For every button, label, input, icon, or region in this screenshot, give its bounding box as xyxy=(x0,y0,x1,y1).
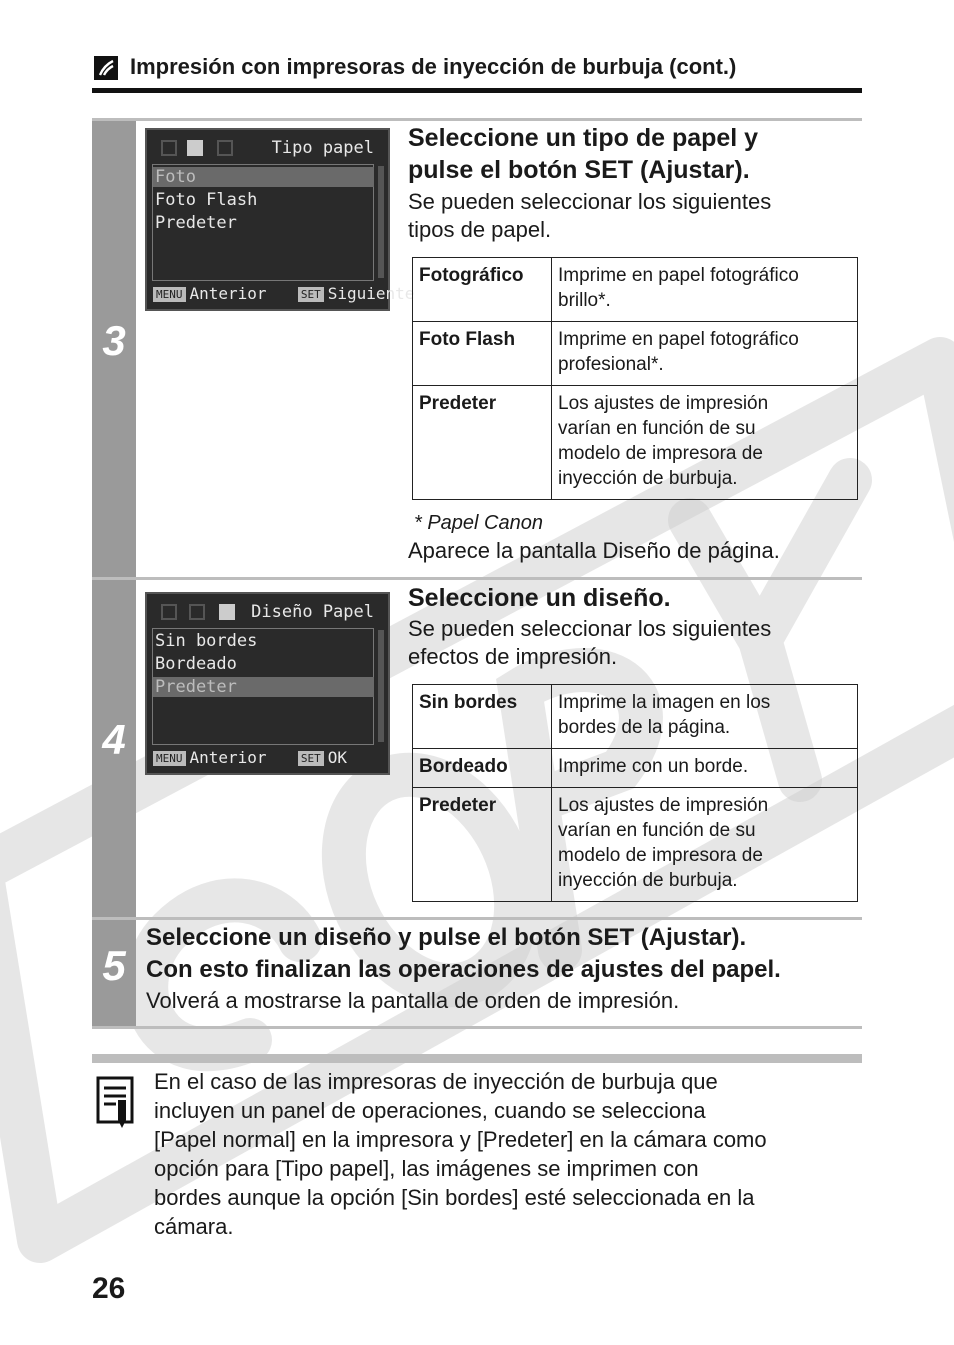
menu-item[interactable]: Predeter xyxy=(155,213,237,233)
menu-button-icon: MENU xyxy=(153,287,186,302)
option-name: Predeter xyxy=(413,788,552,902)
menu-item[interactable]: Sin bordes xyxy=(155,631,258,651)
section-header xyxy=(92,52,862,93)
option-description: Imprime con un borde. xyxy=(552,749,858,788)
note-line: bordes aunque la opción [Sin bordes] esté seleccionada en la xyxy=(154,1185,755,1210)
scrollbar xyxy=(378,166,384,278)
ok-label: OK xyxy=(327,748,347,767)
note-icon xyxy=(96,1076,136,1130)
note-line: [Papel normal] en la impresora y [Predeter] en la cámara como xyxy=(154,1127,767,1152)
camera-screen-layout xyxy=(145,592,390,775)
title-line: Seleccione un diseño y pulse el botón SET (Ajustar). xyxy=(146,924,747,951)
note-line: opción para [Tipo papel], las imágenes se imprimen con xyxy=(154,1156,699,1181)
menu-item-selected[interactable]: Predeter xyxy=(153,677,374,697)
step-divider xyxy=(92,1026,862,1029)
note-line: incluyen un panel de operaciones, cuando se selecciona xyxy=(154,1098,706,1123)
tab-icon xyxy=(161,604,177,620)
option-name: Foto Flash xyxy=(413,322,552,386)
paper-type-table xyxy=(412,257,858,500)
option-description: Imprime la imagen en los bordes de la página. xyxy=(552,685,858,749)
option-name: Predeter xyxy=(413,386,552,500)
note-bar xyxy=(92,1054,862,1063)
body-line: Se pueden seleccionar los siguientes xyxy=(408,189,772,214)
step-number: 3 xyxy=(102,317,126,364)
set-button-icon: SET xyxy=(298,751,324,766)
note-line: En el caso de las impresoras de inyección de burbuja que xyxy=(154,1069,718,1094)
camera-screen-paper-type xyxy=(145,128,415,311)
step-number: 5 xyxy=(102,942,126,989)
title-line: pulse el botón SET (Ajustar). xyxy=(408,156,750,184)
body-line: efectos de impresión. xyxy=(408,644,618,669)
title-line: Seleccione un tipo de papel y xyxy=(408,124,759,152)
table-row xyxy=(413,749,858,788)
tab-icon xyxy=(189,604,205,620)
step-3-body xyxy=(408,188,771,244)
option-name: Fotográfico xyxy=(413,258,552,322)
footnote: * Papel Canon xyxy=(414,512,543,534)
screen-title: Diseño Papel xyxy=(251,602,374,622)
screen-footer xyxy=(153,748,347,767)
step-divider xyxy=(92,917,862,920)
next-label: Siguiente xyxy=(327,284,415,303)
note-line: cámara. xyxy=(154,1214,234,1239)
step-number: 4 xyxy=(102,716,126,763)
step-5-title xyxy=(146,922,781,986)
tab-icon xyxy=(217,140,233,156)
option-description: Los ajustes de impresión varían en función de su modelo de impresora de inyección de burbuja. xyxy=(552,386,858,500)
screen-title: Tipo papel xyxy=(271,138,374,158)
step-3-title xyxy=(408,122,758,186)
set-button-icon: SET xyxy=(298,287,324,302)
page-number: 26 xyxy=(92,1272,126,1305)
body-line: Se pueden seleccionar los siguientes xyxy=(408,616,772,641)
body-line: tipos de papel. xyxy=(408,217,552,242)
paper-icon xyxy=(187,140,203,156)
table-row xyxy=(413,685,858,749)
option-description: Los ajustes de impresión varían en función de su modelo de impresora de inyección de burbuja. xyxy=(552,788,858,902)
table-row xyxy=(413,322,858,386)
screen-footer xyxy=(153,284,414,303)
step-divider xyxy=(92,577,862,580)
step-3-result: Aparece la pantalla Diseño de página. xyxy=(408,538,780,563)
header-title: Impresión con impresoras de inyección de burbuja (cont.) xyxy=(130,54,737,79)
table-row xyxy=(413,386,858,500)
back-label: Anterior xyxy=(189,748,267,767)
step-5-body: Volverá a mostrarse la pantalla de orden de impresión. xyxy=(146,988,680,1013)
option-description: Imprime en papel fotográfico brillo*. xyxy=(552,258,858,322)
tab-icon xyxy=(161,140,177,156)
back-label: Anterior xyxy=(189,284,267,303)
step-5-bar xyxy=(92,920,136,1026)
menu-item-selected[interactable]: Foto xyxy=(153,167,374,187)
table-row xyxy=(413,258,858,322)
layout-table xyxy=(412,684,858,902)
menu-button-icon: MENU xyxy=(153,751,186,766)
scrollbar xyxy=(378,630,384,742)
step-4-title: Seleccione un diseño. xyxy=(408,584,671,612)
step-4-bar xyxy=(92,580,136,917)
note-text xyxy=(154,1067,767,1241)
menu-item[interactable]: Foto Flash xyxy=(155,190,258,210)
layout-icon xyxy=(219,604,235,620)
option-description: Imprime en papel fotográfico profesional*. xyxy=(552,322,858,386)
option-name: Sin bordes xyxy=(413,685,552,749)
table-row xyxy=(413,788,858,902)
step-divider xyxy=(92,118,862,121)
step-4-body xyxy=(408,615,771,671)
camera-mode-icon xyxy=(94,56,118,80)
title-line: Con esto finalizan las operaciones de ajustes del papel. xyxy=(146,956,781,983)
step-3-bar xyxy=(92,121,136,577)
option-name: Bordeado xyxy=(413,749,552,788)
menu-item[interactable]: Bordeado xyxy=(155,654,237,674)
